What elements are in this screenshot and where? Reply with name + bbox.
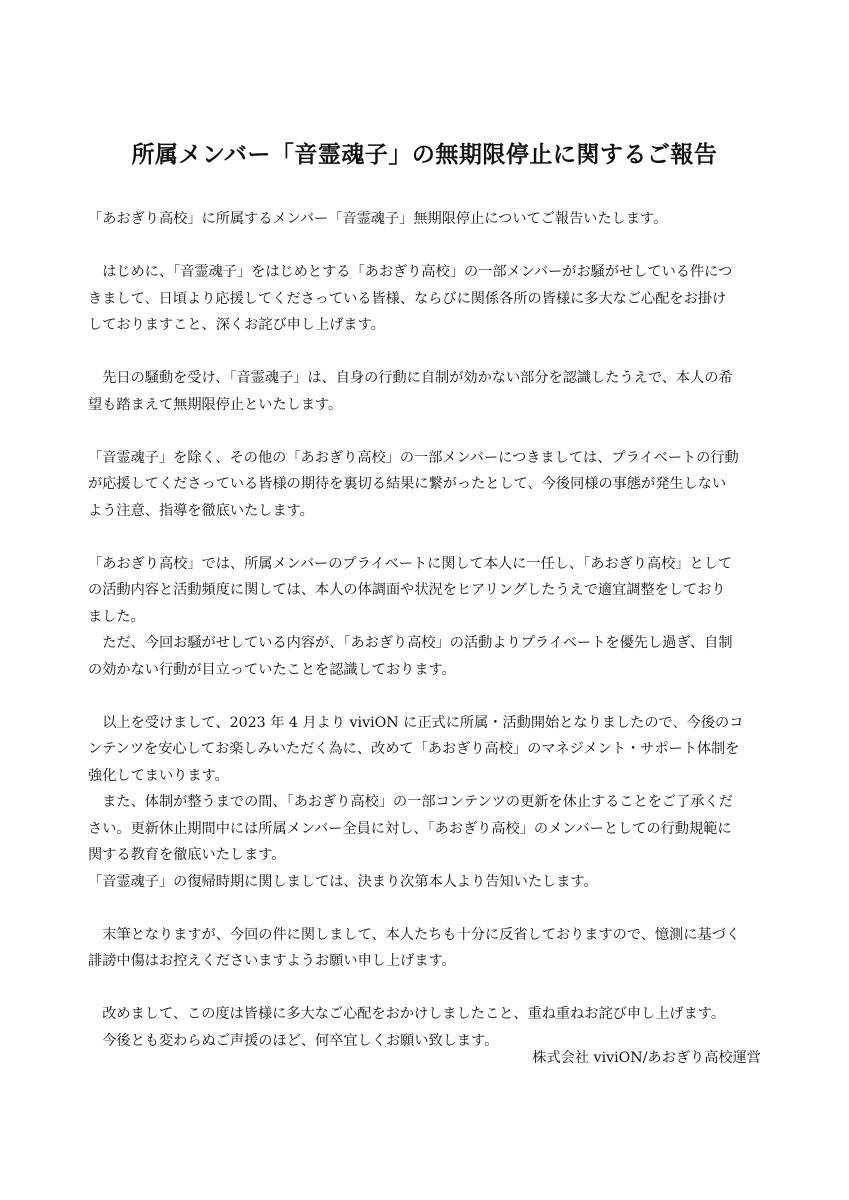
paragraph-line: また、体制が整うまでの間、「あおぎり高校」の一部コンテンツの更新を休止することをご了承くだ bbox=[88, 794, 733, 810]
paragraph-line: 「あおぎり高校」では、所属メンバーのプライベートに関して本人に一任し、「あおぎり高校」として bbox=[88, 555, 733, 572]
paragraph-line: きまして、日頃より応援してくださっている皆様、ならびに関係各所の皆様に多大なご心配をお掛け bbox=[88, 290, 727, 307]
paragraph-line: 関する教育を徹底いたします。 bbox=[88, 847, 286, 863]
paragraph-line: さい。更新休止期間中には所属メンバー全員に対し、「あおぎり高校」のメンバーとしての行動規範に bbox=[88, 820, 732, 837]
paragraph-line: はじめに、「音霊魂子」をはじめとする「あおぎり高校」の一部メンバーがお騒がせしている件につ bbox=[88, 264, 733, 280]
signature: 株式会社 viviON/あおぎり高校運営 bbox=[532, 1050, 761, 1066]
paragraph-line: 強化してまいります。 bbox=[88, 767, 229, 784]
paragraph-line: よう注意、指導を徹底いたします。 bbox=[88, 502, 314, 519]
paragraph-line: ました。 bbox=[88, 608, 145, 625]
document-body bbox=[88, 206, 760, 1054]
paragraph-line: ンテンツを安心してお楽しみいただく為に、改めて「あおぎり高校」のマネジメント・サポート体制を bbox=[88, 741, 740, 757]
paragraph-line: ただ、今回お騒がせしている内容が、「あおぎり高校」の活動よりプライベートを優先し過ぎ、自制 bbox=[88, 635, 733, 651]
paragraph-line: 「音霊魂子」を除く、その他の「あおぎり高校」の一部メンバーにつきましては、プライベートの行動 bbox=[88, 449, 739, 466]
paragraph-line: が応援してくださっている皆様の期待を裏切る結果に繋がったとして、今後同様の事態が発生しない bbox=[88, 476, 727, 492]
paragraph-line: 先日の騒動を受け、「音霊魂子」は、自身の行動に自制が効かない部分を認識したうえで、本人の希 bbox=[88, 370, 733, 386]
paragraph-line: 望も踏まえて無期限停止といたします。 bbox=[88, 396, 343, 413]
paragraph-line: 誹謗中傷はお控えくださいますようお願い申し上げます。 bbox=[88, 953, 456, 969]
paragraph-line: 「あおぎり高校」に所属するメンバー「音霊魂子」無期限停止についてご報告いたします。 bbox=[88, 211, 668, 227]
document-title: 所属メンバー「音霊魂子」の無期限停止に関するご報告 bbox=[131, 142, 718, 168]
paragraph-line: 以上を受けまして、2023 年 4 月より viviON に正式に所属・活動開始となりましたので、今後のコ bbox=[88, 714, 744, 731]
paragraph-line: 改めまして、この度は皆様に多大なご心配をおかけしましたこと、重ね重ねお詫び申し上げます。 bbox=[88, 1006, 726, 1022]
paragraph-line: 今後とも変わらぬご声援のほど、何卒宜しくお願い致します。 bbox=[88, 1032, 499, 1049]
paragraph-line: 「音霊魂子」の復帰時期に関しましては、決まり次第本人より告知いたします。 bbox=[88, 873, 598, 890]
paragraph-line: の活動内容と活動頻度に関しては、本人の体調面や状況をヒアリングしたうえで適宜調整をしており bbox=[88, 582, 726, 598]
paragraph-line: しておりますこと、深くお詫び申し上げます。 bbox=[88, 317, 385, 333]
paragraph-line: 末筆となりますが、今回の件に関しまして、本人たちも十分に反省しておりますので、憶測に基づく bbox=[88, 926, 741, 943]
paragraph-line: の効かない行動が目立っていたことを認識しております。 bbox=[88, 661, 456, 678]
